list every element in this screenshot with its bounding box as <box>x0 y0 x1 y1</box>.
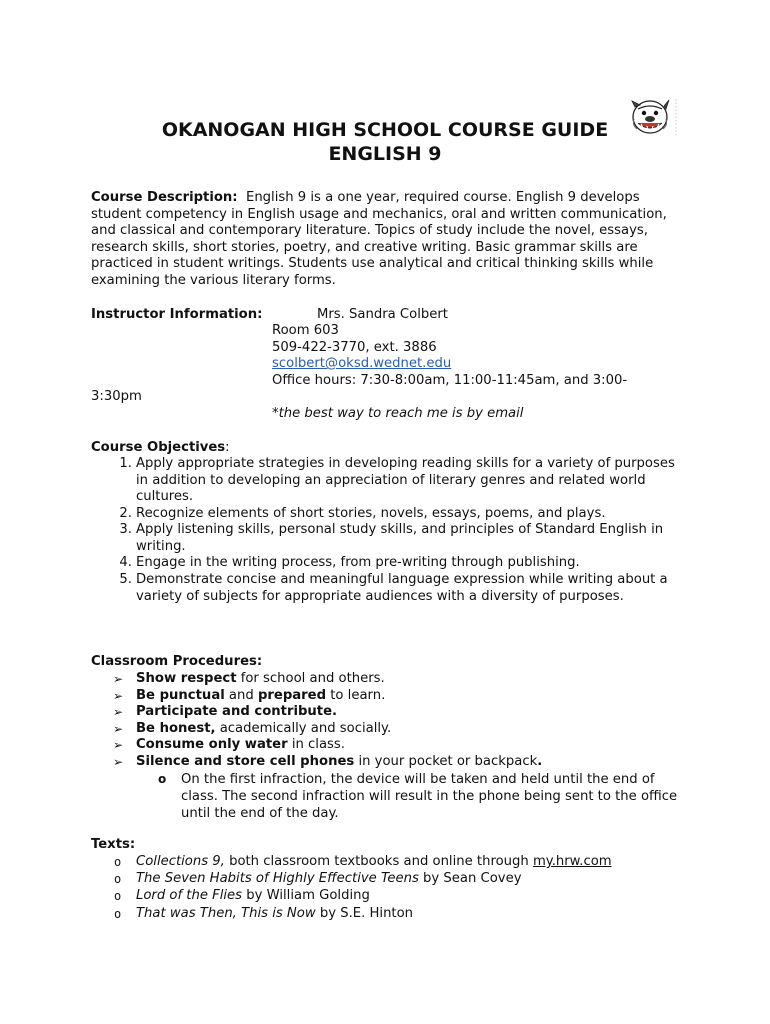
instructor-label: Instructor Information: <box>91 307 263 322</box>
sub-bullet-icon: o <box>158 772 167 786</box>
procedure-item <box>136 754 542 771</box>
procedure-item <box>136 704 337 721</box>
office-hours: Office hours: 7:30-8:00am, 11:00-11:45am, and 3:00- <box>272 373 628 388</box>
text-item <box>136 854 612 871</box>
objective-item: Engage in the writing process, from pre-writing through publishing. <box>136 555 580 570</box>
objective-item: Apply appropriate strategies in developing reading skills for a variety of purposes in addition to developing an appreciation of literary genres and related world cultures. <box>136 456 675 504</box>
book-title: Lord of the Flies <box>136 888 243 903</box>
procedure-emphasis: Show respect <box>136 671 237 686</box>
objective-item: Recognize elements of short stories, novels, essays, poems, and plays. <box>136 506 606 521</box>
contact-note: *the best way to reach me is by email <box>272 406 524 421</box>
arrow-bullet-icon: ➢ <box>113 722 124 736</box>
book-author: by Sean Covey <box>418 871 522 886</box>
arrow-bullet-icon: ➢ <box>113 738 124 752</box>
course-description <box>91 190 687 289</box>
objective-number: 1. <box>119 456 132 471</box>
procedure-emphasis: Be honest, <box>136 721 216 736</box>
procedure-text: to learn. <box>326 688 386 703</box>
arrow-bullet-icon: ➢ <box>113 689 124 703</box>
procedure-item <box>136 671 385 688</box>
course-description-text: English 9 is a one year, required course. English 9 develops student competency in English usage and mechanics, oral and written communication, and classical and contemporary literature. Topics of study include the novel, essays, research skills, short stories, poetry, and creative writing. Basic grammar skills are practiced in student writings. Students use analytical and critical thinking skills while examining the various literary forms. <box>91 190 667 288</box>
book-title: Collections 9, <box>136 854 225 869</box>
page-subtitle: ENGLISH 9 <box>328 143 442 165</box>
procedure-item <box>136 688 385 705</box>
text-item <box>136 906 413 923</box>
book-detail: both classroom textbooks and online through <box>224 854 533 869</box>
procedure-emphasis: Participate and contribute. <box>136 704 338 719</box>
objective-number: 2. <box>119 506 132 521</box>
procedure-text: in class. <box>287 737 345 752</box>
text-item <box>136 871 522 888</box>
instructor-name: Mrs. Sandra Colbert <box>317 307 448 322</box>
book-author: by William Golding <box>242 888 370 903</box>
instructor-phone: 509-422-3770, ext. 3886 <box>272 340 437 355</box>
procedure-emphasis: Consume only water <box>136 737 288 752</box>
procedure-item <box>136 737 345 754</box>
page-title: OKANOGAN HIGH SCHOOL COURSE GUIDE <box>161 119 609 141</box>
book-title: That was Then, This is Now <box>136 906 316 921</box>
book-title: The Seven Habits of Highly Effective Teens <box>136 871 419 886</box>
phone-policy-text: On the first infraction, the device will be taken and held until the end of class. The second infraction will result in the phone being sent to the office until the end of the day. <box>181 772 678 821</box>
objectives-heading <box>91 440 230 457</box>
procedure-text: for school and others. <box>236 671 385 686</box>
circle-bullet-icon: o <box>114 872 122 886</box>
book-author: by S.E. Hinton <box>315 906 414 921</box>
objective-number: 4. <box>119 555 132 570</box>
arrow-bullet-icon: ➢ <box>113 705 124 719</box>
circle-bullet-icon: o <box>114 907 122 921</box>
procedure-emphasis: Be punctual <box>136 688 225 703</box>
procedure-emphasis: Silence and store cell phones <box>136 754 355 769</box>
office-hours-continued: 3:30pm <box>91 389 142 404</box>
course-description-label: Course Description: <box>91 190 238 205</box>
procedure-emphasis: prepared <box>257 688 327 703</box>
objective-item: Apply listening skills, personal study skills, and principles of Standard English in writing. <box>136 522 664 554</box>
procedure-item <box>136 721 391 738</box>
objectives-colon: : <box>225 440 230 455</box>
objective-number: 5. <box>119 572 132 587</box>
instructor-room: Room 603 <box>272 323 339 338</box>
hrw-website-link[interactable]: my.hrw.com <box>532 854 612 869</box>
instructor-email-link[interactable]: scolbert@oksd.wednet.edu <box>272 356 452 371</box>
objective-number: 3. <box>119 522 132 537</box>
procedure-text: in your pocket or backpack <box>354 754 538 769</box>
texts-label: Texts: <box>91 837 136 852</box>
arrow-bullet-icon: ➢ <box>113 672 124 686</box>
text-item <box>136 888 370 905</box>
procedure-text: academically and socially. <box>215 721 392 736</box>
objective-item: Demonstrate concise and meaningful language expression while writing about a variety of subjects for appropriate audiences with a diversity of purposes. <box>136 572 668 604</box>
circle-bullet-icon: o <box>114 855 122 869</box>
procedure-text: . <box>537 754 543 769</box>
arrow-bullet-icon: ➢ <box>113 755 124 769</box>
procedure-text: and <box>224 688 258 703</box>
circle-bullet-icon: o <box>114 889 122 903</box>
procedures-label: Classroom Procedures: <box>91 654 263 669</box>
objectives-label: Course Objectives <box>91 440 226 455</box>
